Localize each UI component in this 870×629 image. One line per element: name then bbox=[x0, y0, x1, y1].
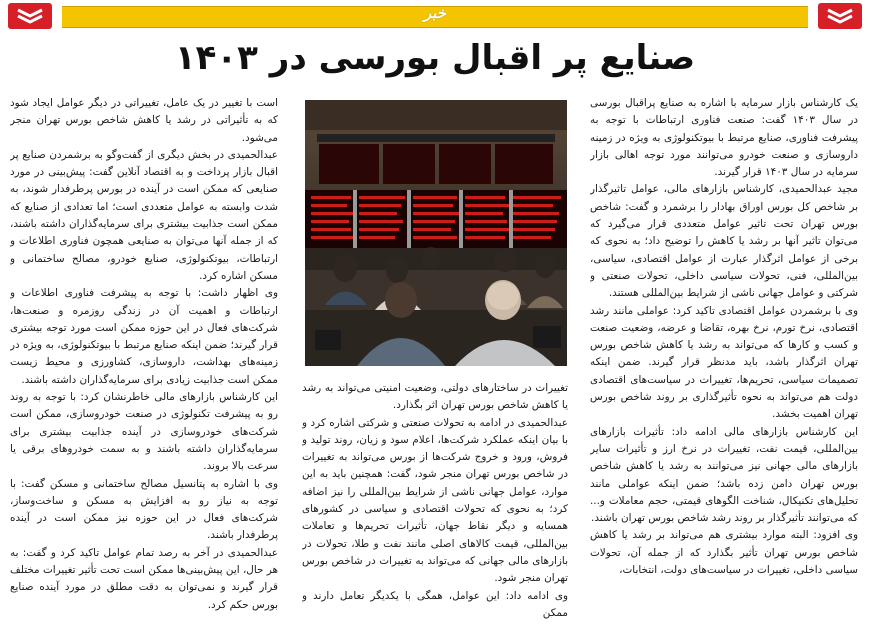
paragraph: تغییرات در ساختارهای دولتی، وضعیت امنیتی می‌تواند به رشد یا کاهش شاخص بورس تهران اثر بگذارد. bbox=[302, 382, 568, 412]
paragraph: این کارشناس بازارهای مالی ادامه داد: تأثیرات بازارهای بین‌المللی، قیمت نفت، تغییرات در نرخ ارز و تأثیرات سایر بازارهای مالی جهانی نیز می‌توانند به رشد یا کاهش شاخص بورس تهران دامن زده باشد؛ ضمن اینکه عواملی مانند تحلیل‌های تکنیکال، شناخت الگوهای قیمتی، حجم معاملات و... که می‌توانند تأثیرگذار بر روند رشد شاخص بورس تهران باشند. bbox=[590, 425, 858, 525]
paragraph: وی با اشاره به پتانسیل مصالح ساختمانی و مسکن گفت: با توجه به نیاز رو به افزایش به مسکن و ساخت‌وساز، شرکت‌های فعال در این حوزه نیز ممکن است در آینده پرطرفدار باشند. bbox=[10, 477, 278, 542]
paragraph: وی افزود: البته موارد بیشتری هم می‌تواند بر رشد یا کاهش شاخص بورس تهران تأثیر بگذارد که از جمله آن، تحولات سیاسی داخلی، تغییرات در سیاست‌های دولت، انتخابات، bbox=[590, 529, 858, 577]
paragraph: یک کارشناس بازار سرمایه با اشاره به صنایع پراقبال بورسی در سال ۱۴۰۳ گفت: صنعت فناوری ارتباطات با توجه به پیشرفت فناوری، صنایع مرتبط با بیوتکنولوژی به ویژه در زمینه داروسازی و صنعت خودرو می‌توانند مورد توجه اهالی بازار سرمایه در سال ۱۴۰۳ قرار گیرند. bbox=[590, 97, 858, 179]
article-column-middle bbox=[302, 380, 568, 625]
paragraph: وی اظهار داشت: با توجه به پیشرفت فناوری اطلاعات و ارتباطات و اهمیت آن در زندگی روزمره و صنعت‌ها، شرکت‌های فعال در این حوزه ممکن است مورد توجه بیشتری قرار گیرند؛ ضمن اینکه صنایع مرتبط با بیوتکنولوژی، به ویژه در زمینه‌های بهداشت، داروسازی، کشاورزی و محیط زیست ممکن است جذابیت زیادی برای سرمایه‌گذاران داشته باشند. bbox=[10, 287, 278, 386]
stock-exchange-hall-photo bbox=[305, 100, 567, 366]
paragraph: است با تغییر در یک عامل، تغییراتی در دیگر عوامل ایجاد شود که به تأثیراتی در رشد یا کاهش شاخص بورس تهران منجر می‌شود. bbox=[10, 97, 278, 144]
paragraph: عبدالحمیدی در ادامه به تحولات صنعتی و شرکتی اشاره کرد و با بیان اینکه عملکرد شرکت‌ها، اعلام سود و زیان، روند تولید و فروش، ورود و خروج شرکت‌ها از بورس می‌تواند به تغییرات در شاخص بورس تهران منجر شود، گفت: همچنین باید به این موارد، عوامل جهانی ناشی از شرایط بین‌المللی را نیز اضافه کرد؛ به نحوی که تحولات اقتصادی و سیاسی در کشورهای همسایه و دیگر نقاط جهان، تأثیرات تحریم‌ها و تعاملات بین‌المللی، قیمت کالاهای اصلی مانند نفت و طلا، تحولات در بازارهای مالی جهانی که می‌تواند به تغییرات در شاخص بورس تهران منجر شود. bbox=[302, 416, 568, 585]
section-header-bar bbox=[0, 0, 870, 32]
paragraph: وی با برشمردن عوامل اقتصادی تاکید کرد: عواملی مانند رشد اقتصادی، نرخ تورم، نرخ بهره، تقاضا و عرضه، وضعیت صنعت و کسب و کارها که می‌تواند به رشد یا کاهش شاخص بورس تهران اثرگذار باشد، باید مدنظر قرار گیرند. ضمن اینکه تصمیمات سیاسی، تحریم‌ها، تغییرات در سیاست‌های اقتصادی دولت هم می‌تواند به نحوه تأثیرگذاری بر روند شاخص بورس تهران اهمیت بخشد. bbox=[590, 304, 858, 421]
article-column-right bbox=[590, 95, 858, 625]
article-column-left bbox=[10, 95, 278, 625]
paragraph: عبدالحمیدی در آخر به رصد تمام عوامل تاکید کرد و گفت: به هر حال، این پیش‌بینی‌ها ممکن است تحت تأثیر تغییرات مختلف قرار گیرند و نمی‌توان به دقت مطلق در مورد آینده صنایع بورس حکم کرد. bbox=[10, 546, 278, 611]
article-title: صنایع پر اقبال بورسی در ۱۴۰۳ bbox=[174, 38, 696, 78]
paragraph: مجید عبدالحمیدی، کارشناس بازارهای مالی، عوامل تاثیرگذار بر شاخص کل بورس اوراق بهادار را برشمرد و گفت: شاخص بورس تهران تحت تاثیر عوامل متعددی قرار می‌گیرد که می‌توان تاثیر آنها بر رشد یا کاهش را توضیح داد؛ به نحوی که برخی از عوامل اثرگذار عبارت از عوامل اقتصادی، سیاسی، بین‌المللی، فنی، تحولات سیاسی داخلی، تحولات صنعتی و شرکتی و عوامل جهانی ناشی از شرایط بین‌المللی هستند. bbox=[590, 183, 858, 300]
paragraph: وی ادامه داد: این عوامل، همگی با یکدیگر تعامل دارند و ممکن bbox=[302, 589, 568, 619]
section-tag: خبر bbox=[423, 4, 447, 22]
paragraph: عبدالحمیدی در بخش دیگری از گفت‌وگو به برشمردن صنایع پر اقبال بازار پرداخت و به اقتصاد آنلاین گفت: پیش‌بینی در مورد صنایعی که ممکن است در آینده در بورس پرطرفدار شوند، به شدت وابسته به عوامل متعددی است؛ اما تعدادی از صنایع که ممکن است جذابیت بیشتری برای سرمایه‌گذاران داشته باشند، که از جمله آنها می‌توان به صنایعی همچون فناوری اطلاعات و ارتباطات، بیوتکنولوژی، صنایع خودرو، مصالح ساختمانی و مسکن اشاره کرد. bbox=[10, 148, 278, 282]
paragraph: این کارشناس بازارهای مالی خاطرنشان کرد: با توجه به روند رو به پیشرفت تکنولوژی در صنعت خودروسازی، ممکن است شرکت‌های خودروسازی در آینده جذابیت بیشتری برای سرمایه‌گذاران داشته باشند و به سمت خودروهای برقی یا سرعت بالا بروند. bbox=[10, 391, 278, 473]
brand-logo-icon bbox=[8, 3, 52, 29]
brand-logo-icon bbox=[818, 3, 862, 29]
